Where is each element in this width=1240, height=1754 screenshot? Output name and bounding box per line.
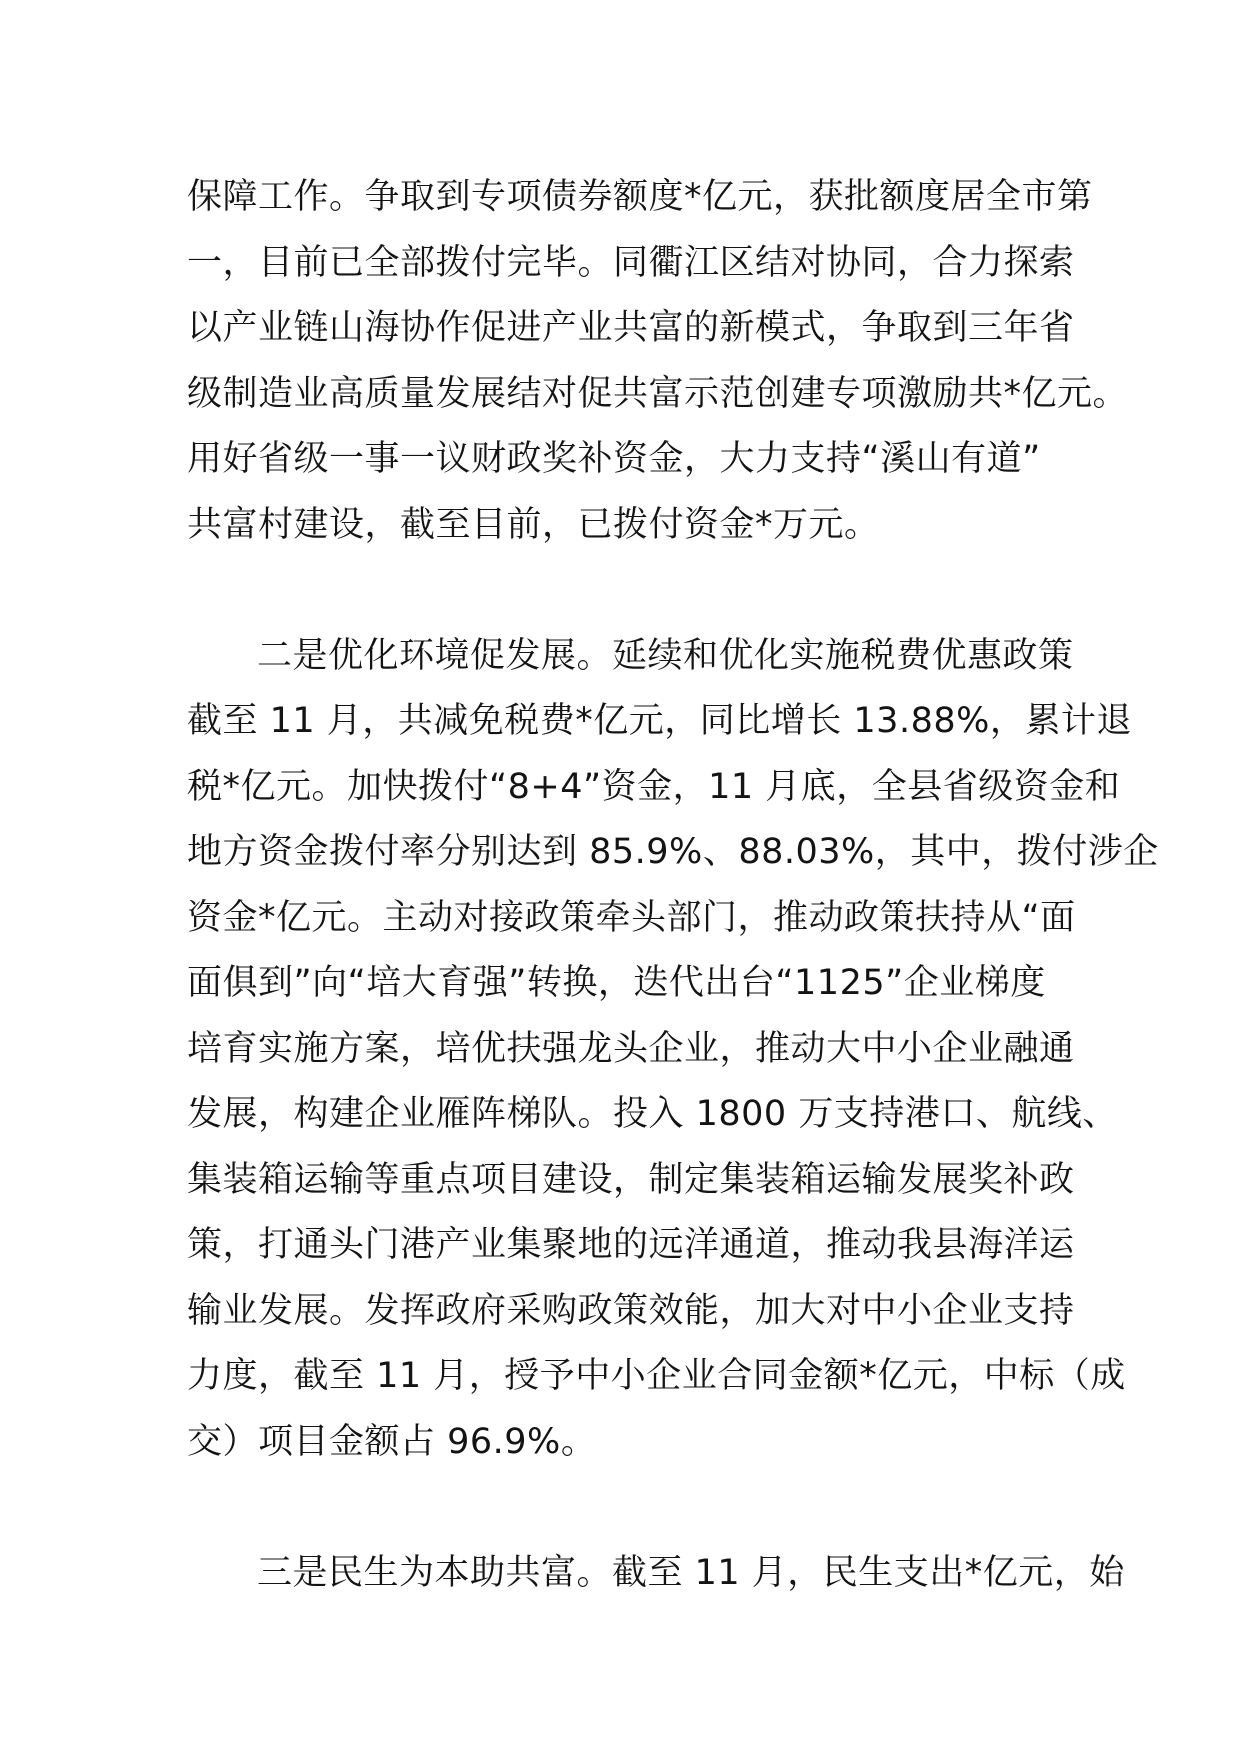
paragraph-gap: [187, 1475, 1057, 1541]
paragraph-fiscal-support: [187, 165, 1129, 558]
document-page: [187, 165, 1159, 1606]
text-line: 以产业链山海协作促进产业共富的新模式，争取到三年省: [187, 308, 1075, 348]
paragraph-livelihood: [187, 1541, 1125, 1607]
text-line: 资金*亿元。主动对接政策牵头部门，推动政策扶持从“面: [187, 897, 1076, 938]
text-line: 截至 11 月，共减免税费*亿元，同比增长 13.88%，累计退: [187, 701, 1132, 741]
text-line: 税*亿元。加快拨付“8+4”资金，11 月底，全县省级资金和: [187, 766, 1121, 807]
text-line: 面俱到”向“培大育强”转换，迭代出台“1125”企业梯度: [187, 963, 1046, 1003]
text-line: 保障工作。争取到专项债券额度*亿元，获批额度居全市第: [187, 177, 1093, 217]
text-line: 共富村建设，截至目前，已拨付资金*万元。: [187, 504, 880, 545]
text-line: 集装箱运输等重点项目建设，制定集装箱运输发展奖补政: [187, 1159, 1075, 1200]
text-line: 地方资金拨付率分别达到 85.9%、88.03%，其中，拨付涉企: [187, 832, 1159, 872]
paragraph-optimize-environment: [187, 624, 1159, 1476]
text-line-first: 二是优化环境促发展。延续和优化实施税费优惠政策: [257, 635, 1074, 676]
text-line: 策，打通头门港产业集聚地的远洋通道，推动我县海洋运: [187, 1225, 1075, 1265]
text-line: 培育实施方案，培优扶强龙头企业，推动大中小企业融通: [187, 1028, 1075, 1069]
text-line: 输业发展。发挥政府采购政策效能，加大对中小企业支持: [187, 1290, 1075, 1331]
text-line: 一，目前已全部拨付完毕。同衢江区结对协同，合力探索: [187, 242, 1075, 283]
text-line: 级制造业高质量发展结对促共富示范创建专项激励共*亿元。: [187, 373, 1129, 414]
text-line-first: 三是民生为本助共富。截至 11 月，民生支出*亿元，始: [257, 1552, 1125, 1593]
text-line: 用好省级一事一议财政奖补资金，大力支持“溪山有道”: [187, 439, 1041, 479]
paragraph-gap: [187, 558, 1057, 624]
text-line: 力度，截至 11 月，授予中小企业合同金额*亿元，中标（成: [187, 1356, 1126, 1396]
text-line: 交）项目金额占 96.9%。: [187, 1421, 597, 1462]
text-line: 发展，构建企业雁阵梯队。投入 1800 万支持港口、航线、: [187, 1094, 1118, 1134]
